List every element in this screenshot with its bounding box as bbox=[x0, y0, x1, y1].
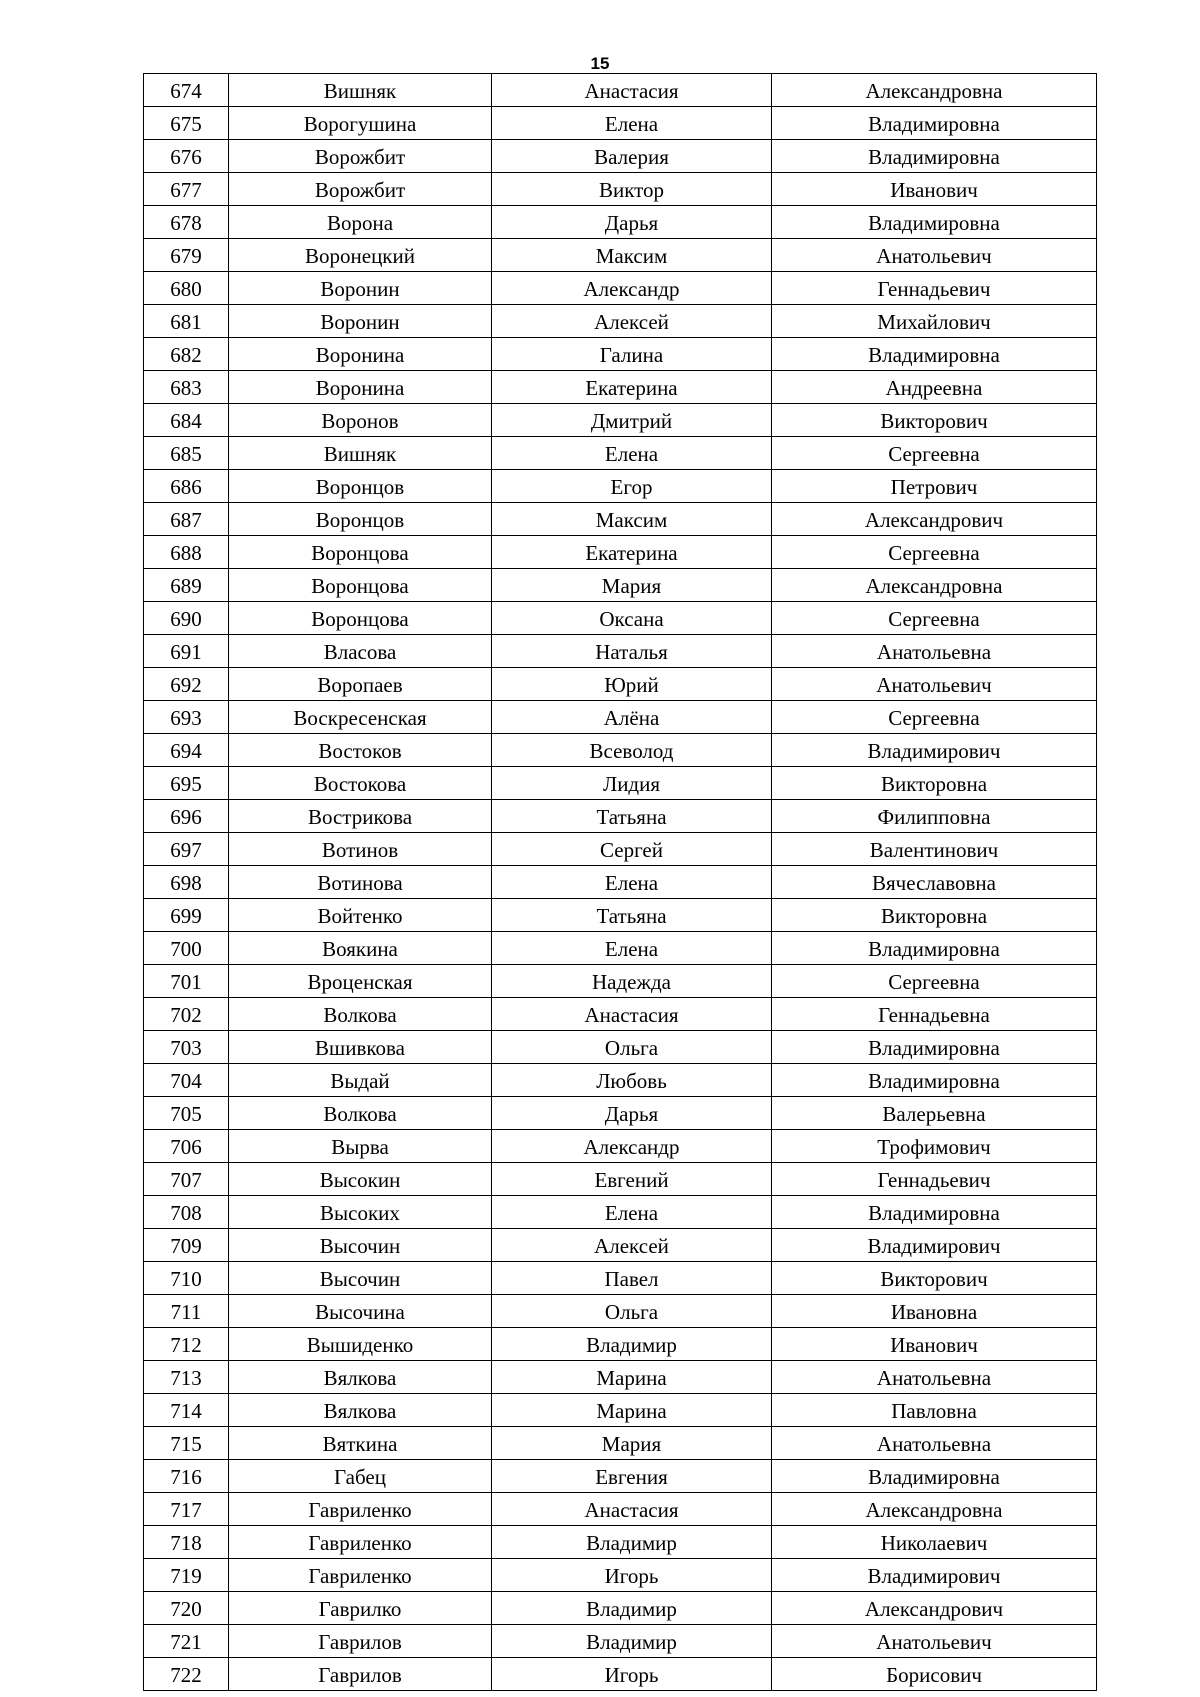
patronymic-cell: Владимирович bbox=[772, 1229, 1097, 1262]
patronymic-cell: Иванович bbox=[772, 173, 1097, 206]
row-number-cell: 694 bbox=[144, 734, 229, 767]
row-number-cell: 685 bbox=[144, 437, 229, 470]
first-name-cell: Владимир bbox=[492, 1526, 772, 1559]
last-name-cell: Вострикова bbox=[229, 800, 492, 833]
patronymic-cell: Павловна bbox=[772, 1394, 1097, 1427]
table-row bbox=[144, 569, 1097, 602]
last-name-cell: Вялкова bbox=[229, 1361, 492, 1394]
first-name-cell: Ольга bbox=[492, 1031, 772, 1064]
table-row bbox=[144, 437, 1097, 470]
patronymic-cell: Валерьевна bbox=[772, 1097, 1097, 1130]
patronymic-cell: Геннадьевна bbox=[772, 998, 1097, 1031]
row-number-cell: 684 bbox=[144, 404, 229, 437]
table-row bbox=[144, 602, 1097, 635]
last-name-cell: Воронецкий bbox=[229, 239, 492, 272]
last-name-cell: Воронина bbox=[229, 338, 492, 371]
last-name-cell: Высочина bbox=[229, 1295, 492, 1328]
first-name-cell: Елена bbox=[492, 107, 772, 140]
patronymic-cell: Александровна bbox=[772, 569, 1097, 602]
row-number-cell: 676 bbox=[144, 140, 229, 173]
last-name-cell: Воронин bbox=[229, 305, 492, 338]
roster-body bbox=[144, 74, 1097, 1691]
first-name-cell: Игорь bbox=[492, 1559, 772, 1592]
table-row bbox=[144, 701, 1097, 734]
patronymic-cell: Александрович bbox=[772, 503, 1097, 536]
table-row bbox=[144, 734, 1097, 767]
last-name-cell: Гаврилко bbox=[229, 1592, 492, 1625]
first-name-cell: Татьяна bbox=[492, 800, 772, 833]
table-row bbox=[144, 1130, 1097, 1163]
patronymic-cell: Владимировна bbox=[772, 1031, 1097, 1064]
table-row bbox=[144, 1031, 1097, 1064]
patronymic-cell: Владимировна bbox=[772, 932, 1097, 965]
patronymic-cell: Владимировна bbox=[772, 1460, 1097, 1493]
row-number-cell: 703 bbox=[144, 1031, 229, 1064]
last-name-cell: Вырва bbox=[229, 1130, 492, 1163]
table-row bbox=[144, 1097, 1097, 1130]
first-name-cell: Дарья bbox=[492, 206, 772, 239]
patronymic-cell: Владимирович bbox=[772, 734, 1097, 767]
first-name-cell: Владимир bbox=[492, 1592, 772, 1625]
patronymic-cell: Трофимович bbox=[772, 1130, 1097, 1163]
table-row bbox=[144, 1493, 1097, 1526]
patronymic-cell: Александрович bbox=[772, 1592, 1097, 1625]
row-number-cell: 693 bbox=[144, 701, 229, 734]
last-name-cell: Вяткина bbox=[229, 1427, 492, 1460]
patronymic-cell: Геннадьевич bbox=[772, 272, 1097, 305]
last-name-cell: Востоков bbox=[229, 734, 492, 767]
last-name-cell: Выдай bbox=[229, 1064, 492, 1097]
patronymic-cell: Николаевич bbox=[772, 1526, 1097, 1559]
first-name-cell: Алексей bbox=[492, 1229, 772, 1262]
table-row bbox=[144, 1625, 1097, 1658]
first-name-cell: Алексей bbox=[492, 305, 772, 338]
table-row bbox=[144, 635, 1097, 668]
first-name-cell: Ольга bbox=[492, 1295, 772, 1328]
last-name-cell: Воронцов bbox=[229, 503, 492, 536]
table-row bbox=[144, 404, 1097, 437]
row-number-cell: 722 bbox=[144, 1658, 229, 1691]
patronymic-cell: Викторович bbox=[772, 404, 1097, 437]
first-name-cell: Максим bbox=[492, 503, 772, 536]
table-row bbox=[144, 74, 1097, 107]
first-name-cell: Мария bbox=[492, 1427, 772, 1460]
first-name-cell: Павел bbox=[492, 1262, 772, 1295]
first-name-cell: Владимир bbox=[492, 1625, 772, 1658]
first-name-cell: Александр bbox=[492, 1130, 772, 1163]
last-name-cell: Высочин bbox=[229, 1262, 492, 1295]
row-number-cell: 717 bbox=[144, 1493, 229, 1526]
table-row bbox=[144, 1295, 1097, 1328]
row-number-cell: 674 bbox=[144, 74, 229, 107]
table-row bbox=[144, 866, 1097, 899]
row-number-cell: 683 bbox=[144, 371, 229, 404]
last-name-cell: Высокин bbox=[229, 1163, 492, 1196]
patronymic-cell: Владимирович bbox=[772, 1559, 1097, 1592]
last-name-cell: Ворона bbox=[229, 206, 492, 239]
patronymic-cell: Геннадьевич bbox=[772, 1163, 1097, 1196]
first-name-cell: Алёна bbox=[492, 701, 772, 734]
last-name-cell: Воронина bbox=[229, 371, 492, 404]
first-name-cell: Дарья bbox=[492, 1097, 772, 1130]
table-row bbox=[144, 1526, 1097, 1559]
row-number-cell: 696 bbox=[144, 800, 229, 833]
last-name-cell: Гавриленко bbox=[229, 1493, 492, 1526]
row-number-cell: 688 bbox=[144, 536, 229, 569]
last-name-cell: Вотинов bbox=[229, 833, 492, 866]
table-row bbox=[144, 503, 1097, 536]
patronymic-cell: Владимировна bbox=[772, 140, 1097, 173]
row-number-cell: 705 bbox=[144, 1097, 229, 1130]
last-name-cell: Гавриленко bbox=[229, 1559, 492, 1592]
table-row bbox=[144, 932, 1097, 965]
last-name-cell: Воронин bbox=[229, 272, 492, 305]
row-number-cell: 690 bbox=[144, 602, 229, 635]
row-number-cell: 707 bbox=[144, 1163, 229, 1196]
patronymic-cell: Ивановна bbox=[772, 1295, 1097, 1328]
row-number-cell: 679 bbox=[144, 239, 229, 272]
row-number-cell: 675 bbox=[144, 107, 229, 140]
table-row bbox=[144, 1592, 1097, 1625]
last-name-cell: Высочин bbox=[229, 1229, 492, 1262]
last-name-cell: Вшивкова bbox=[229, 1031, 492, 1064]
patronymic-cell: Вячеславовна bbox=[772, 866, 1097, 899]
first-name-cell: Максим bbox=[492, 239, 772, 272]
table-row bbox=[144, 470, 1097, 503]
last-name-cell: Войтенко bbox=[229, 899, 492, 932]
patronymic-cell: Михайлович bbox=[772, 305, 1097, 338]
row-number-cell: 678 bbox=[144, 206, 229, 239]
patronymic-cell: Викторович bbox=[772, 1262, 1097, 1295]
last-name-cell: Воронцова bbox=[229, 536, 492, 569]
last-name-cell: Гаврилов bbox=[229, 1625, 492, 1658]
table-row bbox=[144, 998, 1097, 1031]
patronymic-cell: Владимировна bbox=[772, 107, 1097, 140]
first-name-cell: Елена bbox=[492, 932, 772, 965]
patronymic-cell: Иванович bbox=[772, 1328, 1097, 1361]
table-row bbox=[144, 107, 1097, 140]
last-name-cell: Власова bbox=[229, 635, 492, 668]
patronymic-cell: Борисович bbox=[772, 1658, 1097, 1691]
first-name-cell: Наталья bbox=[492, 635, 772, 668]
patronymic-cell: Анатольевна bbox=[772, 1427, 1097, 1460]
table-row bbox=[144, 338, 1097, 371]
patronymic-cell: Петрович bbox=[772, 470, 1097, 503]
row-number-cell: 708 bbox=[144, 1196, 229, 1229]
last-name-cell: Воякина bbox=[229, 932, 492, 965]
row-number-cell: 699 bbox=[144, 899, 229, 932]
last-name-cell: Вишняк bbox=[229, 74, 492, 107]
table-row bbox=[144, 140, 1097, 173]
last-name-cell: Воропаев bbox=[229, 668, 492, 701]
table-row bbox=[144, 800, 1097, 833]
patronymic-cell: Александровна bbox=[772, 74, 1097, 107]
first-name-cell: Екатерина bbox=[492, 371, 772, 404]
first-name-cell: Марина bbox=[492, 1394, 772, 1427]
last-name-cell: Воронов bbox=[229, 404, 492, 437]
first-name-cell: Игорь bbox=[492, 1658, 772, 1691]
table-row bbox=[144, 239, 1097, 272]
first-name-cell: Евгений bbox=[492, 1163, 772, 1196]
table-row bbox=[144, 536, 1097, 569]
row-number-cell: 720 bbox=[144, 1592, 229, 1625]
last-name-cell: Воронцова bbox=[229, 602, 492, 635]
table-row bbox=[144, 1394, 1097, 1427]
table-row bbox=[144, 1064, 1097, 1097]
first-name-cell: Сергей bbox=[492, 833, 772, 866]
last-name-cell: Вялкова bbox=[229, 1394, 492, 1427]
last-name-cell: Ворогушина bbox=[229, 107, 492, 140]
patronymic-cell: Сергеевна bbox=[772, 701, 1097, 734]
table-row bbox=[144, 767, 1097, 800]
patronymic-cell: Владимировна bbox=[772, 206, 1097, 239]
name-roster-table bbox=[143, 73, 1097, 1691]
patronymic-cell: Сергеевна bbox=[772, 602, 1097, 635]
first-name-cell: Екатерина bbox=[492, 536, 772, 569]
first-name-cell: Надежда bbox=[492, 965, 772, 998]
last-name-cell: Вотинова bbox=[229, 866, 492, 899]
row-number-cell: 681 bbox=[144, 305, 229, 338]
table-row bbox=[144, 1460, 1097, 1493]
first-name-cell: Анастасия bbox=[492, 998, 772, 1031]
patronymic-cell: Викторовна bbox=[772, 767, 1097, 800]
first-name-cell: Дмитрий bbox=[492, 404, 772, 437]
first-name-cell: Елена bbox=[492, 1196, 772, 1229]
first-name-cell: Виктор bbox=[492, 173, 772, 206]
first-name-cell: Татьяна bbox=[492, 899, 772, 932]
patronymic-cell: Анатольевна bbox=[772, 635, 1097, 668]
patronymic-cell: Сергеевна bbox=[772, 536, 1097, 569]
patronymic-cell: Анатольевич bbox=[772, 239, 1097, 272]
row-number-cell: 713 bbox=[144, 1361, 229, 1394]
row-number-cell: 710 bbox=[144, 1262, 229, 1295]
row-number-cell: 686 bbox=[144, 470, 229, 503]
last-name-cell: Гавриленко bbox=[229, 1526, 492, 1559]
first-name-cell: Марина bbox=[492, 1361, 772, 1394]
first-name-cell: Евгения bbox=[492, 1460, 772, 1493]
patronymic-cell: Сергеевна bbox=[772, 437, 1097, 470]
last-name-cell: Вишняк bbox=[229, 437, 492, 470]
row-number-cell: 698 bbox=[144, 866, 229, 899]
table-row bbox=[144, 1328, 1097, 1361]
row-number-cell: 719 bbox=[144, 1559, 229, 1592]
row-number-cell: 716 bbox=[144, 1460, 229, 1493]
table-row bbox=[144, 1427, 1097, 1460]
row-number-cell: 677 bbox=[144, 173, 229, 206]
row-number-cell: 709 bbox=[144, 1229, 229, 1262]
first-name-cell: Елена bbox=[492, 866, 772, 899]
last-name-cell: Ворожбит bbox=[229, 173, 492, 206]
row-number-cell: 715 bbox=[144, 1427, 229, 1460]
page-number: 15 bbox=[590, 54, 610, 73]
last-name-cell: Волкова bbox=[229, 1097, 492, 1130]
table-row bbox=[144, 1163, 1097, 1196]
row-number-cell: 691 bbox=[144, 635, 229, 668]
row-number-cell: 711 bbox=[144, 1295, 229, 1328]
patronymic-cell: Валентинович bbox=[772, 833, 1097, 866]
last-name-cell: Воронцов bbox=[229, 470, 492, 503]
patronymic-cell: Владимировна bbox=[772, 1064, 1097, 1097]
table-row bbox=[144, 965, 1097, 998]
table-row bbox=[144, 206, 1097, 239]
patronymic-cell: Александровна bbox=[772, 1493, 1097, 1526]
first-name-cell: Валерия bbox=[492, 140, 772, 173]
row-number-cell: 702 bbox=[144, 998, 229, 1031]
row-number-cell: 712 bbox=[144, 1328, 229, 1361]
first-name-cell: Мария bbox=[492, 569, 772, 602]
row-number-cell: 695 bbox=[144, 767, 229, 800]
table-row bbox=[144, 173, 1097, 206]
table-row bbox=[144, 371, 1097, 404]
table-row bbox=[144, 1196, 1097, 1229]
row-number-cell: 700 bbox=[144, 932, 229, 965]
row-number-cell: 687 bbox=[144, 503, 229, 536]
last-name-cell: Востокова bbox=[229, 767, 492, 800]
patronymic-cell: Анатольевич bbox=[772, 1625, 1097, 1658]
row-number-cell: 714 bbox=[144, 1394, 229, 1427]
patronymic-cell: Владимировна bbox=[772, 1196, 1097, 1229]
last-name-cell: Воронцова bbox=[229, 569, 492, 602]
last-name-cell: Габец bbox=[229, 1460, 492, 1493]
first-name-cell: Анастасия bbox=[492, 1493, 772, 1526]
table-row bbox=[144, 1229, 1097, 1262]
first-name-cell: Владимир bbox=[492, 1328, 772, 1361]
last-name-cell: Вроценская bbox=[229, 965, 492, 998]
table-row bbox=[144, 1361, 1097, 1394]
table-row bbox=[144, 668, 1097, 701]
first-name-cell: Любовь bbox=[492, 1064, 772, 1097]
patronymic-cell: Сергеевна bbox=[772, 965, 1097, 998]
row-number-cell: 682 bbox=[144, 338, 229, 371]
last-name-cell: Воскресенская bbox=[229, 701, 492, 734]
patronymic-cell: Анатольевич bbox=[772, 668, 1097, 701]
first-name-cell: Юрий bbox=[492, 668, 772, 701]
last-name-cell: Волкова bbox=[229, 998, 492, 1031]
table-row bbox=[144, 899, 1097, 932]
patronymic-cell: Анатольевна bbox=[772, 1361, 1097, 1394]
row-number-cell: 680 bbox=[144, 272, 229, 305]
table-row bbox=[144, 833, 1097, 866]
first-name-cell: Егор bbox=[492, 470, 772, 503]
last-name-cell: Вышиденко bbox=[229, 1328, 492, 1361]
first-name-cell: Лидия bbox=[492, 767, 772, 800]
row-number-cell: 718 bbox=[144, 1526, 229, 1559]
row-number-cell: 692 bbox=[144, 668, 229, 701]
row-number-cell: 701 bbox=[144, 965, 229, 998]
first-name-cell: Анастасия bbox=[492, 74, 772, 107]
last-name-cell: Ворожбит bbox=[229, 140, 492, 173]
row-number-cell: 721 bbox=[144, 1625, 229, 1658]
table-row bbox=[144, 305, 1097, 338]
patronymic-cell: Андреевна bbox=[772, 371, 1097, 404]
first-name-cell: Оксана bbox=[492, 602, 772, 635]
patronymic-cell: Владимировна bbox=[772, 338, 1097, 371]
last-name-cell: Гаврилов bbox=[229, 1658, 492, 1691]
first-name-cell: Галина bbox=[492, 338, 772, 371]
first-name-cell: Елена bbox=[492, 437, 772, 470]
row-number-cell: 697 bbox=[144, 833, 229, 866]
first-name-cell: Александр bbox=[492, 272, 772, 305]
table-row bbox=[144, 1658, 1097, 1691]
table-row bbox=[144, 1262, 1097, 1295]
row-number-cell: 706 bbox=[144, 1130, 229, 1163]
first-name-cell: Всеволод bbox=[492, 734, 772, 767]
row-number-cell: 689 bbox=[144, 569, 229, 602]
patronymic-cell: Викторовна bbox=[772, 899, 1097, 932]
patronymic-cell: Филипповна bbox=[772, 800, 1097, 833]
table-row bbox=[144, 1559, 1097, 1592]
table-row bbox=[144, 272, 1097, 305]
last-name-cell: Высоких bbox=[229, 1196, 492, 1229]
row-number-cell: 704 bbox=[144, 1064, 229, 1097]
